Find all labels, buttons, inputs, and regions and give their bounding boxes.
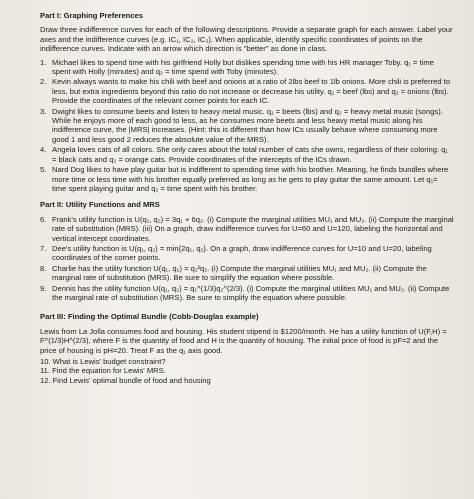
item-text: Dwight likes to consume beets and listen to heavy metal music. q₁ = beets (lbs) and q₂ = heavy metal music (songs). While he enjoys more of each good to less, as he consumes more beets and less heavy metal music along his indifference curve, the |MRS| increases. (Hint: this is different than how ICs usually behave where consuming more good 1 and less good 2 reduces the absolute value of the MRS). [52,106,443,144]
item-number: 8. [40,263,47,273]
part1-list [40,58,454,194]
part3-title: Part III: Finding the Optimal Bundle (Cobb-Douglas example) [40,312,259,322]
part2-list [40,215,454,303]
list-item [40,77,454,105]
item-text: Nard Dog likes to have play guitar but is indifferent to spending time with his brother. Meaning, he finds bundles where more time or less time with his brother equally preferred as long as he gets to play guitar the same amount. Let q₁= time spent playing guitar and q₂ = time spent with his brother. [52,165,449,193]
list-item [40,145,454,164]
item-text: Michael likes to spend time with his girlfriend Holly but dislikes spending time with his HR manager Toby. q₁ = time spent with Holly (minutes) and q₂ = time spend with Toby (minutes). [52,57,434,77]
part1-intro: Draw three indifference curves for each of the following descriptions. Provide a separate graph for each answer. Label your axes and the indifference curves (e.g. IC₁, IC₂, IC₃). When applicable, identify specific coordinates of points on the indifference curves. Indicate with an arrow which direction is "better" as done in class. [40,25,453,54]
list-item [40,107,454,145]
item-text: Angela loves cats of all colors. She only cares about the total number of cats she owns, regardless of their coloring. q₁ = black cats and q₂ = orange cats. Provide coordinates of the intercepts of the ICs drawn. [52,145,448,164]
item-text: Dee's utility function is U(q₁, q₂) = min{2q₁, q₂}. On a graph, draw indifference curves for U=10 and U=20, labeling coordinates of the corner points. [52,243,432,263]
item-number: 1. [40,57,47,67]
item-number: 7. [40,243,47,253]
item-text: Dennis has the utility function U(q₁, q₂) = q₁^(1/3)q₂^(2/3). (i) Compute the marginal utilities MU₁ and MU₂. (ii) Compute the marginal rate of substitution (MRS). Be sure to simplify the equation where possible. [52,283,450,302]
list-item [40,244,454,263]
list-item [40,284,454,303]
part1-title: Part I: Graphing Preferences [40,11,143,20]
item-number: 4. [40,145,47,155]
item-number: 2. [40,77,47,87]
item-text: Charlie has the utility function U(q₁, q₂) = q₁²q₂. (i) Compute the marginal utilities MU₁ and MU₂. (ii) Compute the marginal rate of substitution (MRS). Be sure to simplify the equation where possible. [52,263,427,283]
list-item [40,215,454,243]
item-number: 3. [40,106,47,116]
list-item [40,165,454,193]
item-number: 5. [40,165,47,175]
list-item: 12. Find Lewis' optimal bundle of food and housing [40,375,211,385]
part3-paragraph: Lewis from La Jolla consumes food and housing. His student stipend is $1200/month. He has a utility function of U(F,H) = F^(1/3)H^(2/3), where F is the quantity of food and H is the quantity of housing. The initial price of food is pF=2 and the price of housing is pH=20. Treat F as the q₁ axis good. [40,326,447,355]
item-number: 6. [40,214,47,224]
list-item [40,264,454,283]
list-item: 10. What is Lewis' budget constraint? [40,357,166,366]
list-item [40,58,454,77]
item-number: 9. [40,283,47,293]
list-item: 11. Find the equation for Lewis' MRS. [40,366,166,376]
item-text: Frank's utility function is U(q₁, q₂) = 3q₁ + 6q₂. (i) Compute the marginal utilities MU₁ and MU₂. (ii) Compute the marginal rate of substitution (MRS). (iii) On a graph, draw indifference curves for U=60 and U=120, labeling the horizontal and vertical intercept coordinates. [52,214,454,243]
item-text: Kevin always wants to make his chili with beef and onions at a ratio of 2lbs beef to 1lb onions. More chili is preferred to less, but extra ingredients beyond this ratio do not increase or decrease his utility. q₁ = beef (lbs) and q₂ = onions (lbs). Provide the coordinates of the relevant corner points for each IC. [52,77,451,106]
part3-questions [40,357,454,385]
part2-title: Part II: Utility Functions and MRS [40,200,160,210]
